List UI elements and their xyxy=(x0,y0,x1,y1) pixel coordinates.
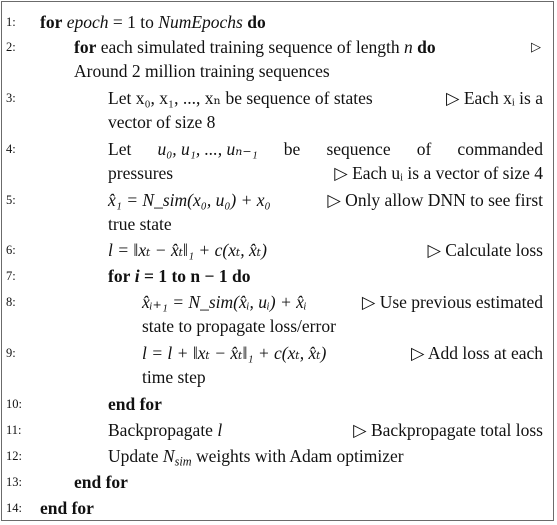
comment-text: ▷ Use previous estimated xyxy=(361,292,543,312)
algo-line-9 xyxy=(2,341,553,365)
line-number: 8: xyxy=(6,295,16,309)
l-var: l xyxy=(217,420,223,440)
statement-word: of xyxy=(416,139,432,159)
n-var: n xyxy=(403,37,413,57)
line-number: 13: xyxy=(6,475,22,489)
keyword-do: do xyxy=(247,12,266,32)
algo-line-3 xyxy=(2,86,553,110)
statement-word: Let xyxy=(108,139,132,159)
algo-line-2 xyxy=(2,35,553,59)
statement: Backpropagate xyxy=(108,420,218,440)
comment-triangle-icon: ▷ xyxy=(531,39,541,54)
algo-line-7 xyxy=(2,264,553,288)
comment-text: ▷ Backpropagate total loss xyxy=(353,420,543,440)
statement-word: commanded xyxy=(457,139,543,159)
keyword-do: do xyxy=(417,37,436,57)
comment-text: time step xyxy=(142,367,206,387)
algo-line-8-cont xyxy=(2,314,553,338)
algorithm-box xyxy=(1,1,554,521)
math-expression: l = l + ‖xₜ − x̂ₜ‖₁ + c(xₜ, x̂ₜ) xyxy=(142,343,327,363)
line-number: 1: xyxy=(6,15,16,29)
algo-line-2-cont xyxy=(2,59,553,83)
keyword-for: for xyxy=(40,12,63,32)
algo-line-5-cont xyxy=(2,212,553,236)
statement-word: u₀, u₁, ..., uₙ₋₁ xyxy=(157,139,258,159)
math-expression: x̂ᵢ₊₁ = N_sim(x̂ᵢ, uᵢ) + x̂ᵢ xyxy=(142,292,307,312)
line-number: 14: xyxy=(6,501,22,515)
i-var: i xyxy=(134,266,140,286)
algo-line-4-cont xyxy=(2,161,553,185)
comment-text: Around 2 million training sequences xyxy=(74,61,330,81)
keyword-end-for: end for xyxy=(40,498,94,518)
comment-text: ▷ Only allow DNN to see first xyxy=(327,190,543,210)
range-text: = 1 to xyxy=(108,12,159,32)
epoch-var: epoch xyxy=(66,12,109,32)
range-text: = 1 to n − 1 xyxy=(139,266,232,286)
line-number: 12: xyxy=(6,449,22,463)
keyword-end-for: end for xyxy=(74,472,128,492)
statement: weights with Adam optimizer xyxy=(191,446,404,466)
algo-line-8 xyxy=(2,290,553,314)
algo-line-12 xyxy=(2,444,553,468)
n-sim-var: N xyxy=(162,446,175,466)
comment-text: state to propagate loss/error xyxy=(142,316,336,336)
algo-line-13 xyxy=(2,470,553,494)
algo-line-11 xyxy=(2,418,553,442)
algo-line-9-cont xyxy=(2,365,553,389)
keyword-for: for xyxy=(74,37,97,57)
keyword-end-for: end for xyxy=(108,394,162,414)
statement: Let x₀, x₁, ..., xₙ be sequence of states xyxy=(108,88,373,108)
math-expression: x̂₁ = N_sim(x₀, u₀) + x₀ xyxy=(108,190,271,210)
line-number: 10: xyxy=(6,397,22,411)
comment-text: ▷ Each xᵢ is a xyxy=(446,88,543,108)
comment-text: true state xyxy=(108,214,172,234)
comment-text: ▷ Add loss at each xyxy=(410,343,543,363)
algo-line-6 xyxy=(2,238,553,262)
statement: pressures xyxy=(108,163,174,183)
line-number: 7: xyxy=(6,269,16,283)
statement-word: be xyxy=(283,139,301,159)
sim-subscript: sim xyxy=(174,454,192,469)
keyword-do: do xyxy=(232,266,251,286)
line-number: 3: xyxy=(6,91,16,105)
line-number: 11: xyxy=(6,423,22,437)
line-number: 2: xyxy=(6,40,16,54)
line-number: 5: xyxy=(6,193,16,207)
algo-line-1 xyxy=(2,10,553,34)
comment-text: ▷ Calculate loss xyxy=(427,240,543,260)
algo-line-3-cont xyxy=(2,110,553,134)
keyword-for: for xyxy=(108,266,131,286)
line-number: 9: xyxy=(6,346,16,360)
comment-text: ▷ Each uᵢ is a vector of size 4 xyxy=(334,163,543,183)
line-number: 6: xyxy=(6,243,16,257)
line-number: 4: xyxy=(6,142,16,156)
algo-line-4 xyxy=(2,137,553,161)
num-epochs-var: NumEpochs xyxy=(158,12,243,32)
algo-line-5 xyxy=(2,188,553,212)
statement-word: sequence xyxy=(326,139,391,159)
comment-text: vector of size 8 xyxy=(108,112,216,132)
loop-text: each simulated training sequence of length xyxy=(96,37,404,57)
algo-line-10 xyxy=(2,392,553,416)
algo-line-14 xyxy=(2,496,553,520)
statement: Update xyxy=(108,446,163,466)
math-expression: l = ‖xₜ − x̂ₜ‖₁ + c(xₜ, x̂ₜ) xyxy=(108,240,267,260)
